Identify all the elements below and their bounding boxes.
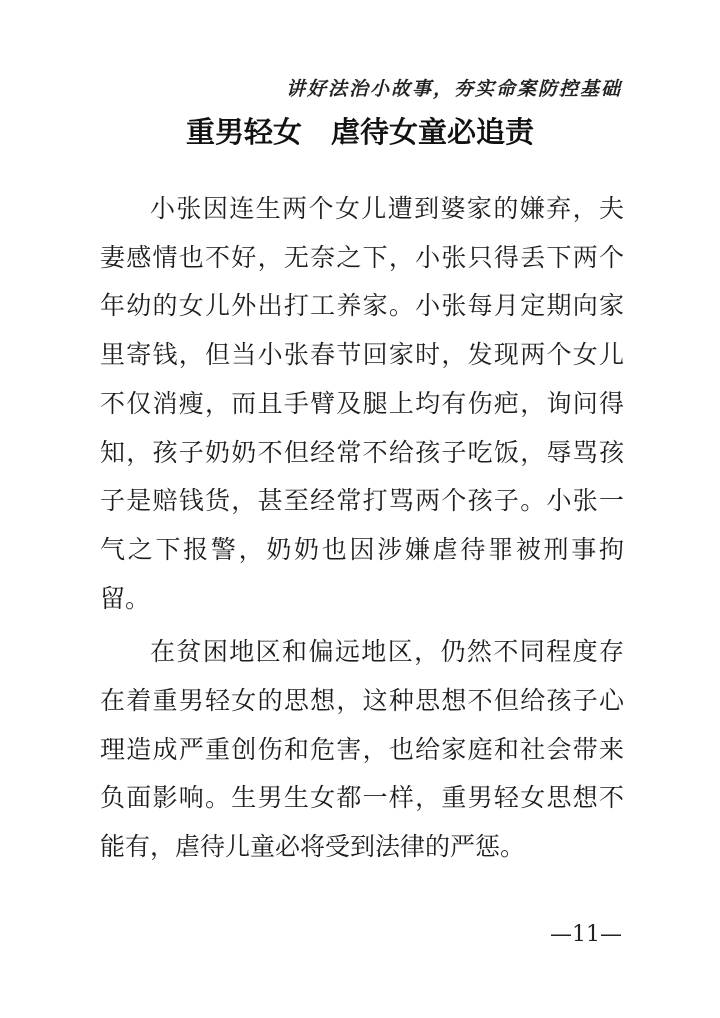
page-title: 重男轻女 虐待女童必追责 [185, 115, 534, 149]
paragraph-2: 在贫困地区和偏远地区，仍然不同程度存在着重男轻女的思想，这种思想不但给孩子心理造成严重创伤和危害，也给家庭和社会带来负面影响。生男生女都一样，重男轻女思想不能有，虐待儿童必将受到法律的严惩。 [100, 637, 624, 862]
page-number: —11— [550, 922, 622, 947]
paragraph-1: 小张因连生两个女儿遭到婆家的嫌弃，夫妻感情也不好，无奈之下，小张只得丢下两个年幼的女儿外出打工养家。小张每月定期向家里寄钱，但当小张春节回家时，发现两个女儿不仅消瘦，而且手臂及腿上均有伤疤，询问得知，孩子奶奶不但经常不给孩子吃饭，辱骂孩子是赔钱货，甚至经常打骂两个孩子。小张一气之下报警，奶奶也因涉嫌虐待罪被刑事拘留。 [100, 194, 624, 613]
article-body [100, 185, 624, 872]
header-slogan: 讲好法治小故事，夯实命案防控基础 [285, 78, 622, 100]
